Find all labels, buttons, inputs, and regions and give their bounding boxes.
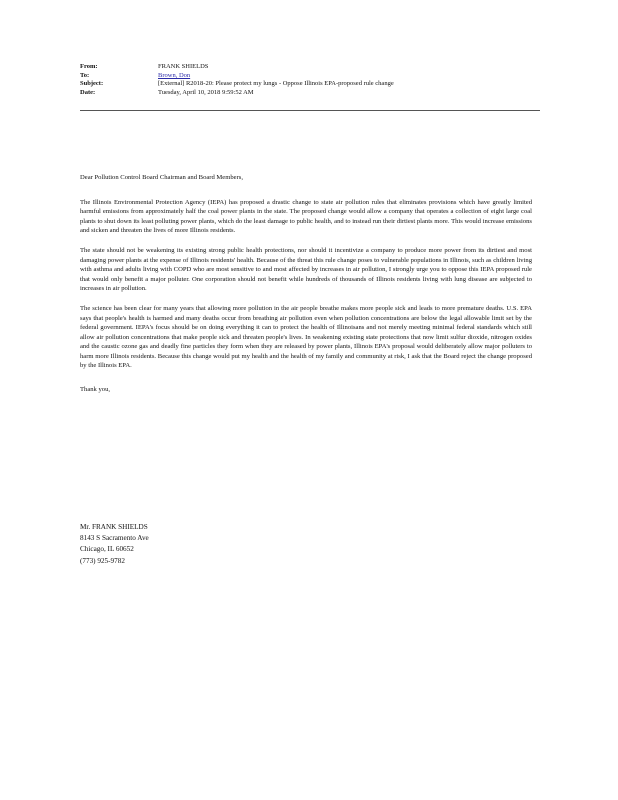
letter-paragraph-2: The state should not be weakening its existing strong public health protections, nor should it incentivize a company to produce more power from its dirtiest and most damaging power plants at the expense of Illinois residents' health. Because of the threat this rule change poses to vulnerable populations in Illinois, such as children living with asthma and adults living with COPD who are most sensitive to and most affected by increases in air pollution, I strongly urge you to oppose this IEPA proposed rule that would only benefit a major polluter. One corporation should not benefit while hundreds of thousands of Illinois residents living with lung disease are subjected to increases in air pollution.	[80, 247, 532, 292]
signature-block	[80, 522, 149, 567]
date-label: Date:	[80, 88, 96, 96]
date-row	[80, 89, 540, 98]
from-value: FRANK SHIELDS	[158, 63, 209, 70]
letter-body	[80, 173, 532, 405]
letter-paragraph-1: The Illinois Environmental Protection Agency (IEPA) has proposed a drastic change to state air pollution rules that eliminates provisions which have greatly limited harmful emissions from approximately half the coal power plants in the state. The proposed change would allow a company that operates a collection of eight large coal plants to shut down its least polluting power plants, which do the least damage to public health, and to instead run their dirtiest plants more. This would increase emissions and sicken and threaten the lives of more Illinois residents.	[80, 198, 532, 234]
signature-street: 8143 S Sacramento Ave	[80, 534, 149, 543]
letter-salutation: Dear Pollution Control Board Chairman and Board Members,	[80, 174, 243, 181]
letter-paragraph-3: The science has been clear for many years that allowing more pollution in the air people breathe makes more people sick and leads to more premature deaths. U.S. EPA says that people's health is harmed and many deaths occur from breathing air pollution even when pollution concentrations are below the legal allowable limit set by the federal government. IEPA's focus should be on doing everything it can to protect the health of Illinoisans and not merely meeting minimal federal standards which still allow air pollution concentrations that make people sick and threaten people's lives. In weakening existing state protections that now limit sulfur dioxide, nitrogen oxides and the caustic ozone gas and deadly fine particles they form when they are released by power plants, Illinois EPA's proposal would deliberately allow major polluters to harm more Illinois residents. Because this change would put my health and the health of my family and community at risk, I ask that the Board reject the change proposed by the Illinois EPA.	[80, 305, 532, 369]
email-header	[80, 63, 540, 97]
signature-city: Chicago, IL 60652	[80, 545, 134, 554]
subject-label: Subject:	[80, 80, 104, 88]
to-value-link[interactable]: Brown, Don	[158, 71, 191, 79]
from-label: From:	[80, 63, 98, 70]
signature-phone: (773) 925-9782	[80, 556, 125, 565]
from-row	[80, 63, 540, 72]
signature-name: Mr. FRANK SHIELDS	[80, 523, 148, 531]
subject-value: [External] R2018-20: Please protect my lungs - Oppose Illinois EPA-proposed rule change	[158, 80, 394, 88]
letter-closing: Thank you,	[80, 385, 111, 393]
header-divider	[80, 110, 540, 111]
date-value: Tuesday, April 10, 2018 9:59:52 AM	[158, 88, 254, 96]
to-label: To:	[80, 71, 90, 79]
to-row	[80, 72, 540, 81]
subject-row	[80, 80, 540, 89]
